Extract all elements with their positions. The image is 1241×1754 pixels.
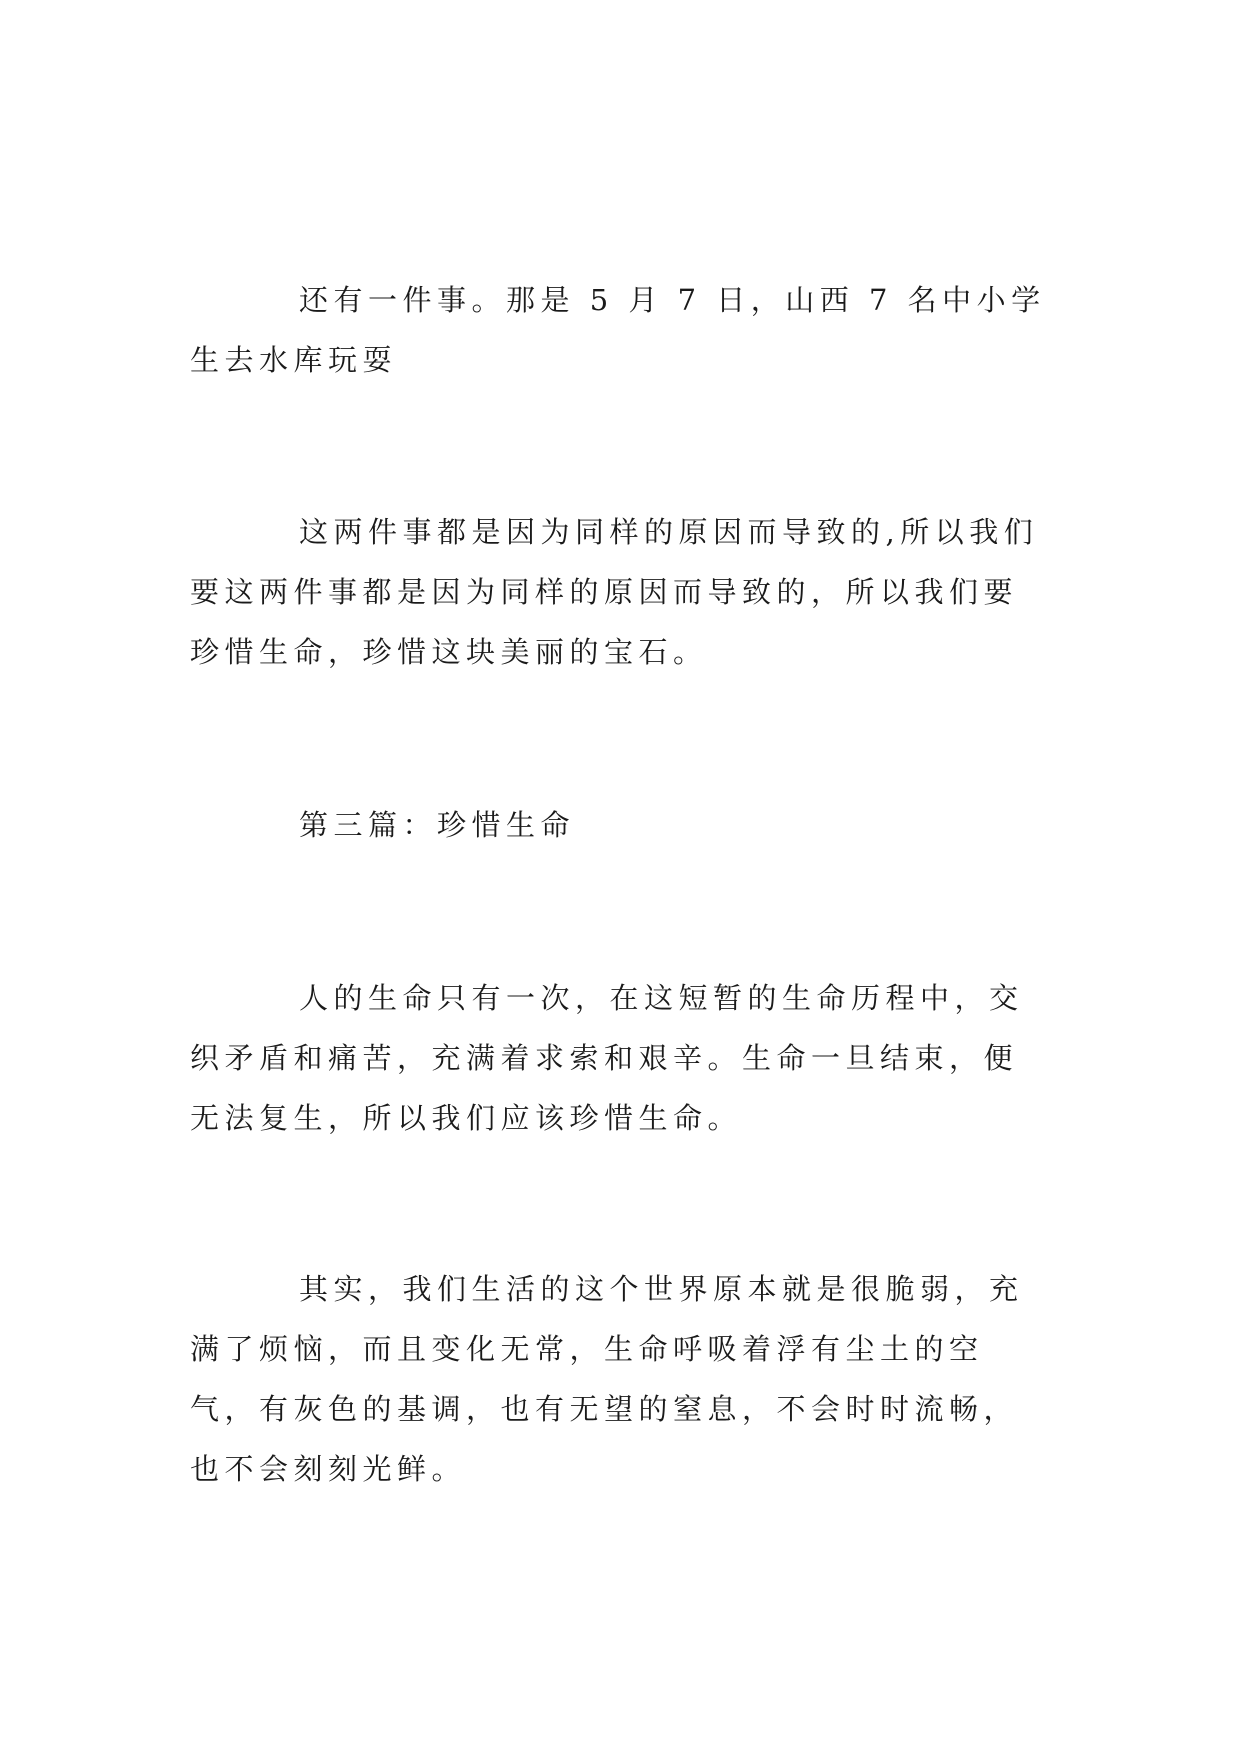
- paragraph-fragile-world: 其实，我们生活的这个世界原本就是很脆弱，充满了烦恼，而且变化无常，生命呼吸着浮有尘土的空气，有灰色的基调，也有无望的窒息，不会时时流畅，也不会刻刻光鲜。: [190, 1272, 1024, 1486]
- paragraph-water-reservoir: 还有一件事。那是 5 月 7 日，山西 7 名中小学生去水库玩耍: [190, 283, 1046, 377]
- section-heading: 第三篇：珍惜生命: [299, 808, 576, 842]
- paragraph-cherish-gem: 这两件事都是因为同样的原因而导致的,所以我们要这两件事都是因为同样的原因而导致的，所以我们要珍惜生命，珍惜这块美丽的宝石。: [190, 515, 1039, 669]
- paragraph-life-once: 人的生命只有一次，在这短暂的生命历程中，交织矛盾和痛苦，充满着求索和艰辛。生命一旦结束，便无法复生，所以我们应该珍惜生命。: [190, 981, 1024, 1135]
